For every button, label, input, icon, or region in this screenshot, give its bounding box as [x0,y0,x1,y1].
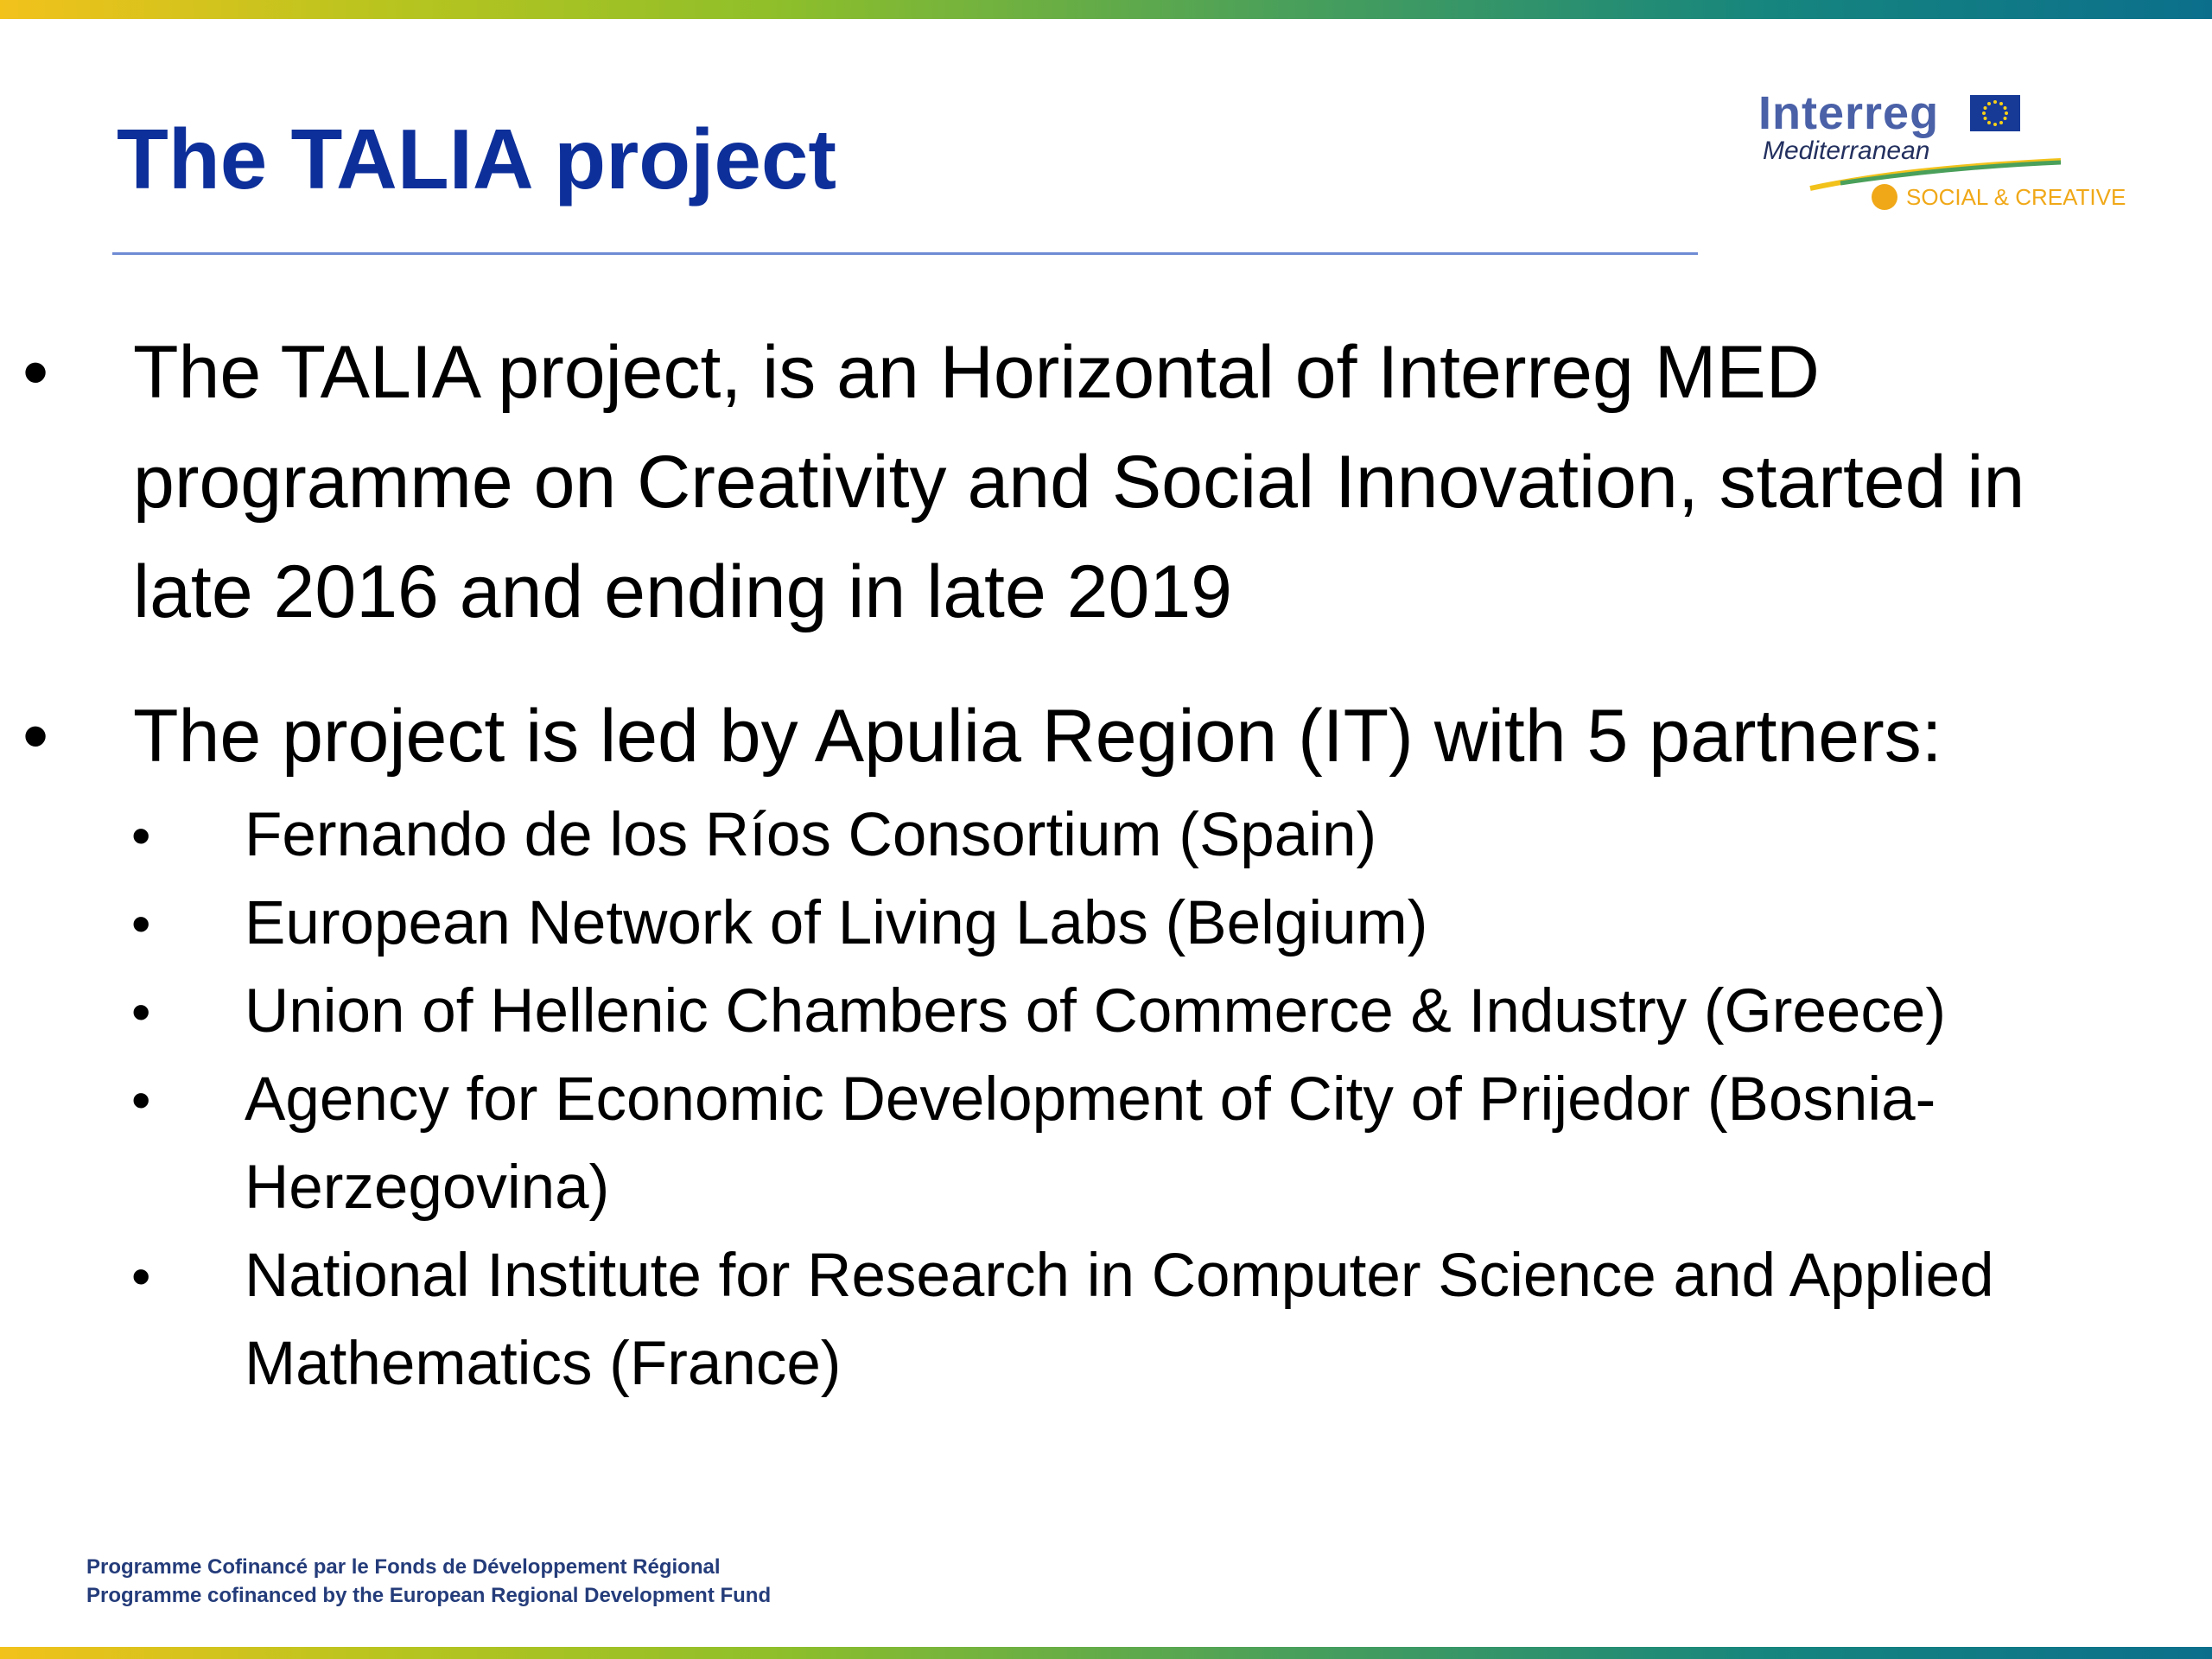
bullet-marker: • [22,331,49,414]
footer-line-en: Programme cofinanced by the European Regional Development Fund [86,1584,772,1607]
eu-flag-icon [1970,95,2020,131]
partner-text: Fernando de los Ríos Consortium (Spain) [245,801,1377,869]
title-underline [112,252,1698,255]
interreg-logo [1754,86,2160,225]
partner-text: Agency for Economic Development of City of Prijedor (Bosnia-Herzegovina) [245,1065,1936,1222]
partner-text: Union of Hellenic Chambers of Commerce & Industry (Greece) [245,977,1947,1046]
bullet-marker: • [131,981,151,1043]
partner-item [0,1232,2180,1408]
bullet-marker: • [131,1069,151,1131]
bullet-marker: • [22,695,49,778]
bullet-text: The project is led by Apulia Region (IT) with 5 partners: [133,695,1942,778]
badge-circle-icon [1872,184,1897,210]
partner-item [0,880,2180,968]
partner-text: European Network of Living Labs (Belgium) [245,889,1428,957]
partner-text: National Institute for Research in Computer Science and Applied Mathematics (France) [245,1242,1994,1398]
logo-badge [1872,184,2126,211]
logo-badge-text: SOCIAL & CREATIVE [1906,184,2126,210]
bullet-item [0,318,2138,647]
cofinancing-footer [86,1553,771,1610]
top-color-band [0,0,2212,19]
bullet-marker: • [131,893,151,955]
footer-line-fr: Programme Cofinancé par le Fonds de Développement Régional [86,1555,721,1579]
slide-title: The TALIA project [117,111,836,207]
logo-wordmark: Interreg [1758,87,1940,139]
partner-item [0,968,2180,1056]
bullet-list [0,318,2212,1408]
partner-item [0,791,2180,880]
partner-list [0,791,2212,1408]
bullet-marker: • [131,804,151,867]
bullet-text: The TALIA project, is an Horizontal of Interreg MED programme on Creativity and Social Innovation, started in late 2016 and ending in late 2019 [133,331,2025,633]
bullet-marker: • [131,1245,151,1307]
bullet-item [0,682,2138,791]
bottom-color-band [0,1647,2212,1659]
partner-item [0,1056,2180,1232]
logo-subtitle: Mediterranean [1763,137,1930,165]
